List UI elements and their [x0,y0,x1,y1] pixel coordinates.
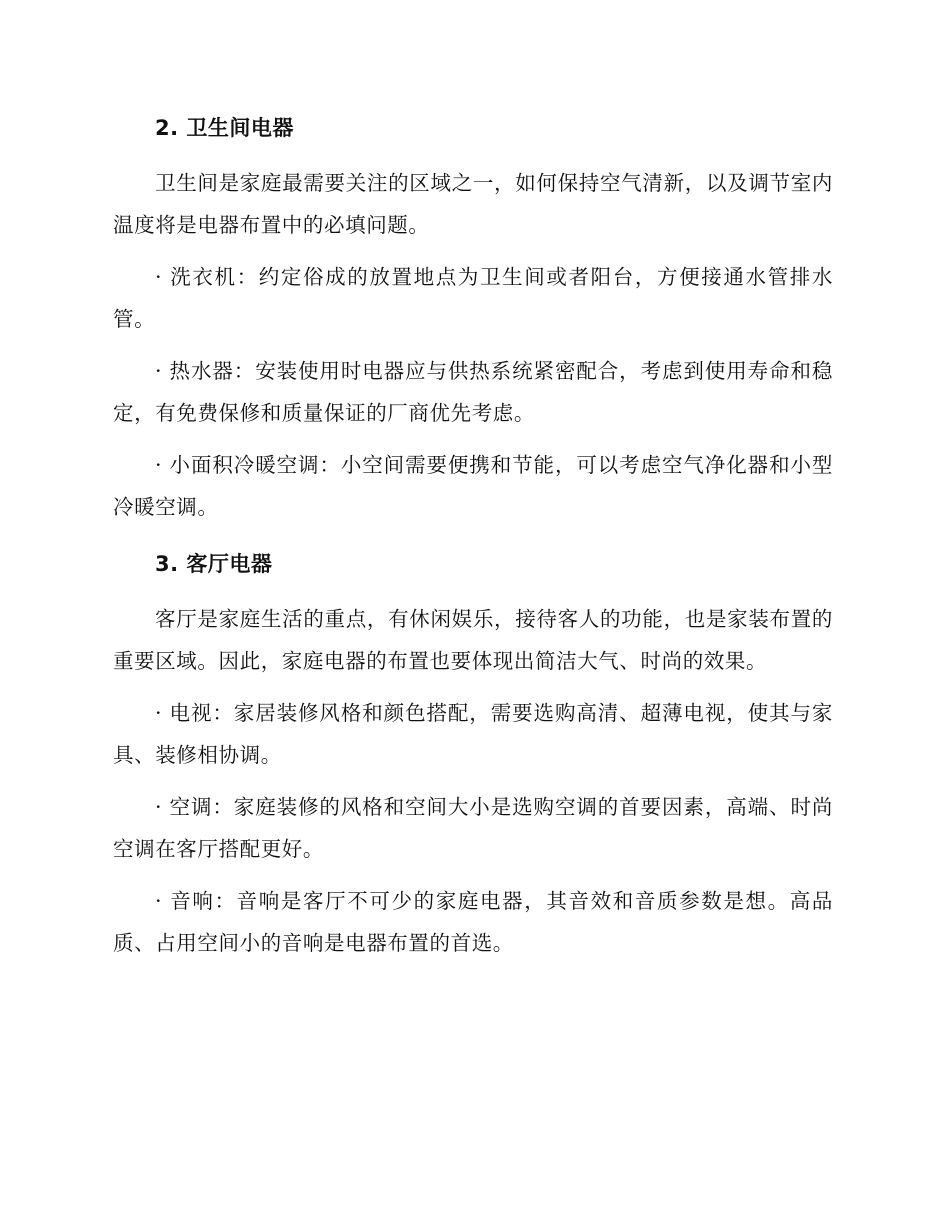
section-heading-bathroom: 2. 卫生间电器 [155,116,294,140]
section-heading-living-room: 3. 客厅电器 [155,552,273,576]
list-item-tv: · 电视：家居装修风格和颜色搭配，需要选购高清、超薄电视，使其与家具、装修相协调。 [113,701,833,767]
list-item-air-conditioner: · 空调：家庭装修的风格和空间大小是选购空调的首要因素，高端、时尚空调在客厅搭配更好。 [113,795,833,861]
list-item-audio: · 音响：音响是客厅不可少的家庭电器，其音效和音质参数是想。高品质、占用空间小的音响是电器布置的首选。 [113,889,833,955]
document-body [113,108,833,974]
section-intro-living-room: 客厅是家庭生活的重点，有休闲娱乐，接待客人的功能，也是家装布置的重要区域。因此，家庭电器的布置也要体现出简洁大气、时尚的效果。 [113,607,833,673]
section-intro-bathroom: 卫生间是家庭最需要关注的区域之一，如何保持空气清新，以及调节室内温度将是电器布置中的必填问题。 [113,171,833,237]
list-item-water-heater: · 热水器：安装使用时电器应与供热系统紧密配合，考虑到使用寿命和稳定，有免费保修和质量保证的厂商优先考虑。 [113,359,833,425]
list-item-small-ac: · 小面积冷暖空调：小空间需要便携和节能，可以考虑空气净化器和小型冷暖空调。 [113,453,833,519]
list-item-washing-machine: · 洗衣机：约定俗成的放置地点为卫生间或者阳台，方便接通水管排水管。 [113,265,833,331]
